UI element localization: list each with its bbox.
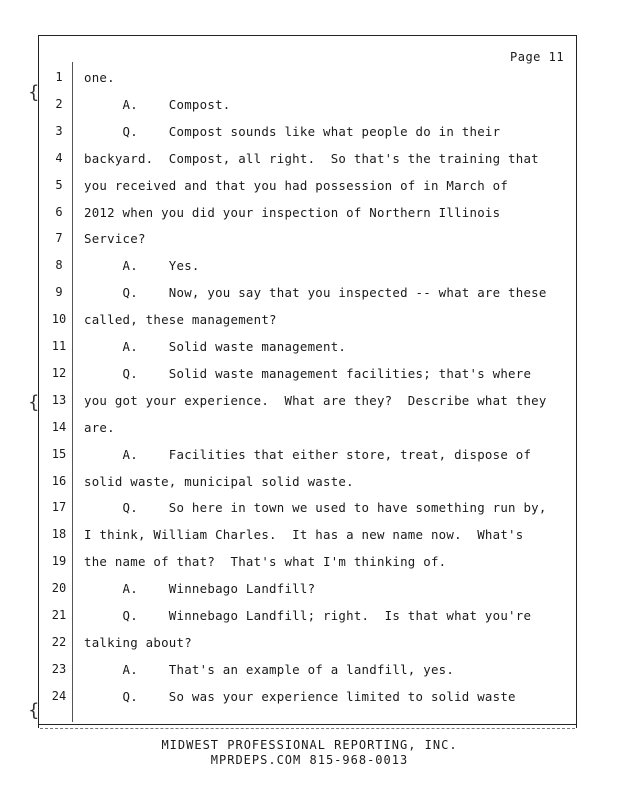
transcript-line xyxy=(40,420,570,440)
footer-company: MIDWEST PROFESSIONAL REPORTING, INC. xyxy=(161,738,458,752)
line-text: solid waste, municipal solid waste. xyxy=(84,473,354,489)
transcript-line xyxy=(40,339,570,359)
left-binding-mark-middle: { xyxy=(28,392,40,413)
line-text: talking about? xyxy=(84,634,192,650)
line-text: A. That's an example of a landfill, yes. xyxy=(84,661,455,677)
line-text: A. Facilities that either store, treat, dispose of xyxy=(84,446,532,462)
line-text: A. Compost. xyxy=(84,96,231,112)
line-number: 23 xyxy=(51,661,67,676)
line-number: 13 xyxy=(51,392,67,407)
footer-phone: 815-968-0013 xyxy=(309,753,409,767)
line-number: 2 xyxy=(55,96,63,111)
transcript-line xyxy=(40,258,570,278)
line-text: Q. So was your experience limited to solid waste xyxy=(84,688,516,704)
line-number: 16 xyxy=(51,473,67,488)
transcript-line xyxy=(40,205,570,225)
line-number: 10 xyxy=(51,312,67,327)
transcript-line xyxy=(40,231,570,251)
line-number: 5 xyxy=(55,177,63,192)
transcript-line xyxy=(40,554,570,574)
line-number: 4 xyxy=(55,150,63,165)
transcript-line xyxy=(40,500,570,520)
transcript-line xyxy=(40,97,570,117)
transcript-line xyxy=(40,662,570,682)
transcript-line xyxy=(40,608,570,628)
line-text: Q. Winnebago Landfill; right. Is that what you're xyxy=(84,608,532,623)
transcript-line xyxy=(40,178,570,198)
transcript-line xyxy=(40,581,570,601)
transcript-line xyxy=(40,70,570,90)
line-text: 2012 when you did your inspection of Northern Illinois xyxy=(84,204,501,220)
line-text: Q. Now, you say that you inspected -- what are these xyxy=(84,285,547,301)
line-number: 6 xyxy=(55,204,63,219)
line-number: 15 xyxy=(51,446,67,461)
line-text: are. xyxy=(84,419,115,435)
line-text: I think, William Charles. It has a new name now. What's xyxy=(84,527,524,543)
line-number: 11 xyxy=(51,339,67,353)
transcript-line xyxy=(40,285,570,305)
transcript-line xyxy=(40,312,570,332)
line-number: 21 xyxy=(51,608,67,622)
left-binding-mark-top: { xyxy=(28,82,40,103)
line-text: you received and that you had possession of in March of xyxy=(84,177,509,193)
transcript-line xyxy=(40,689,570,709)
page-number: Page 11 xyxy=(510,50,565,64)
transcript-line xyxy=(40,474,570,494)
transcript-line xyxy=(40,124,570,144)
line-number: 20 xyxy=(51,581,67,596)
line-number: 24 xyxy=(51,688,67,703)
line-text: A. Yes. xyxy=(84,258,200,274)
footer-contact xyxy=(0,753,619,767)
transcript-line xyxy=(40,151,570,171)
transcript-line xyxy=(40,527,570,547)
line-text: called, these management? xyxy=(84,312,277,328)
line-text: A. Solid waste management. xyxy=(84,339,347,354)
line-number: 8 xyxy=(55,258,63,273)
transcript-line xyxy=(40,393,570,413)
line-text: Q. Compost sounds like what people do in their xyxy=(84,123,501,139)
line-number: 3 xyxy=(55,123,63,138)
line-number: 9 xyxy=(55,285,63,300)
line-number: 17 xyxy=(51,500,67,515)
line-text: Q. Solid waste management facilities; that's where xyxy=(84,365,532,381)
left-binding-mark-bottom: { xyxy=(28,700,40,721)
page-bottom-dashed-rule xyxy=(40,728,575,729)
line-number: 1 xyxy=(55,70,63,84)
line-number: 7 xyxy=(55,231,63,246)
line-number: 22 xyxy=(51,634,67,649)
line-number: 14 xyxy=(51,419,67,434)
line-number: 12 xyxy=(51,365,67,380)
line-text: A. Winnebago Landfill? xyxy=(84,581,316,597)
line-number: 18 xyxy=(51,527,67,542)
line-text: backyard. Compost, all right. So that's the training that xyxy=(84,150,539,166)
transcript-line xyxy=(40,635,570,655)
line-number: 19 xyxy=(51,554,67,569)
line-text: one. xyxy=(84,70,115,85)
line-text: the name of that? That's what I'm thinking of. xyxy=(84,554,447,570)
page-bottom-rule xyxy=(38,724,577,725)
line-text: you got your experience. What are they? Describe what they xyxy=(84,392,547,408)
line-text: Service? xyxy=(84,231,146,247)
footer-website: MPRDEPS.COM xyxy=(210,753,302,767)
transcript-line xyxy=(40,447,570,467)
line-text: Q. So here in town we used to have something run by, xyxy=(84,500,547,516)
transcript-line xyxy=(40,366,570,386)
